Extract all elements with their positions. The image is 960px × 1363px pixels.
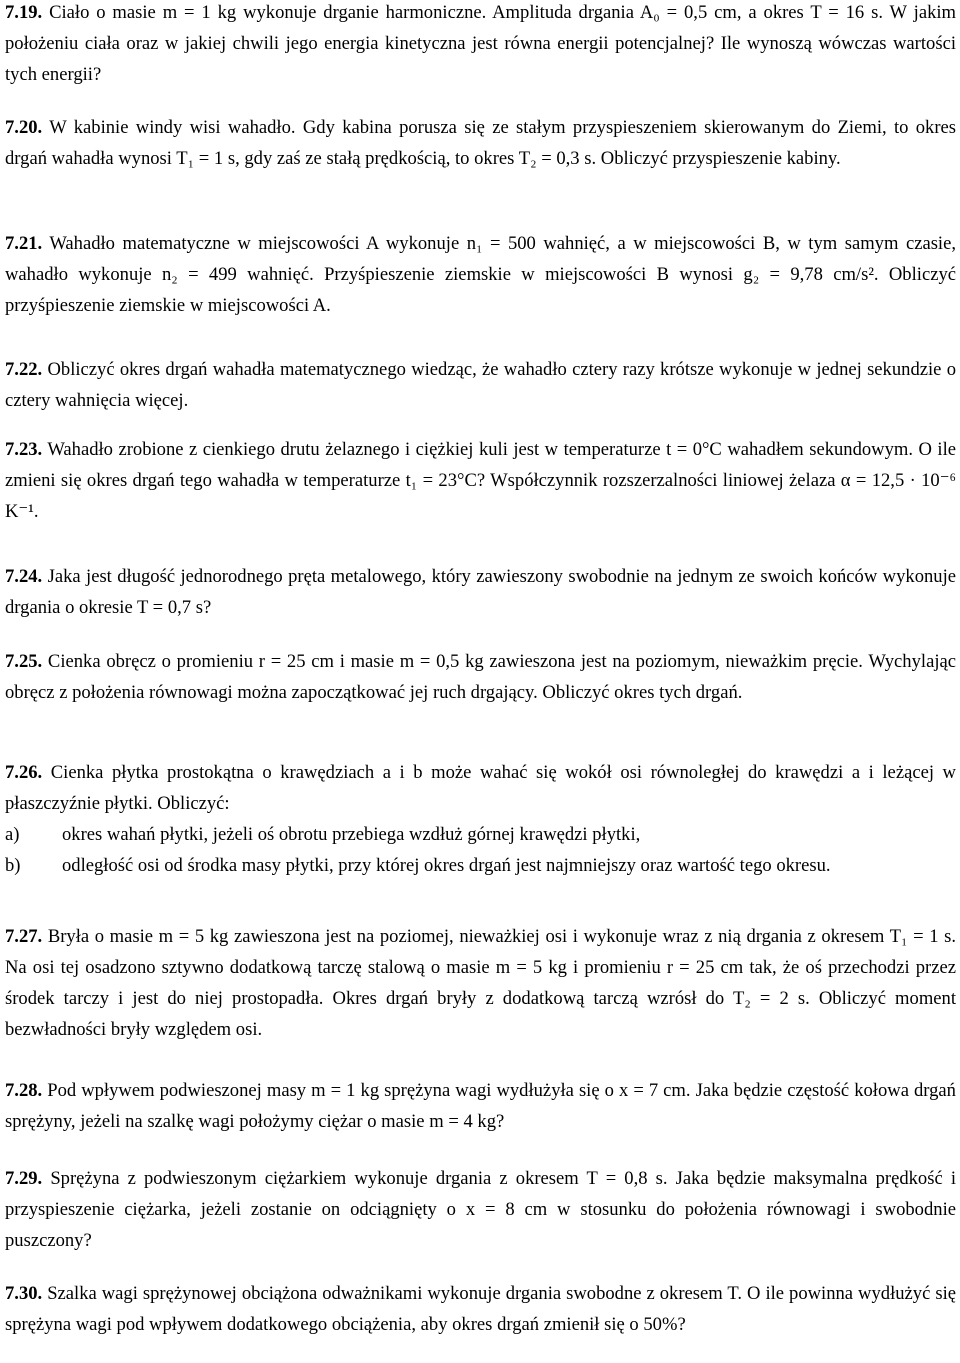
problem-7-29: [5, 1163, 956, 1256]
subitem-text: odległość osi od środka masy płytki, przy której okres drgań jest najmniejszy oraz wartość tego okresu.: [62, 855, 831, 876]
problem-text: Cienka płytka prostokątna o krawędziach a i b może wahać się wokół osi równoległej do krawędzi a i leżącej w płaszczyźnie płytki. Obliczyć:: [5, 762, 956, 814]
subitem-label: b): [5, 855, 21, 876]
problem-7-22: [5, 354, 956, 416]
problem-7-30: [5, 1278, 956, 1340]
problem-number: 7.23.: [5, 439, 43, 460]
subitem-label: a): [5, 824, 20, 845]
problem-7-24: [5, 561, 956, 623]
problem-number: 7.27.: [5, 926, 43, 947]
problem-text: Wahadło zrobione z cienkiego drutu żelaznego i ciężkiej kuli jest w temperaturze t = 0°C wahadłem sekundowym. O ile zmieni się okres drgań tego wahadła w temperaturze t₁ = 23°C? Współczynnik rozszerzalności liniowej żelaza α = 12,5 · 10⁻⁶ K⁻¹.: [5, 439, 956, 522]
problem-number: 7.21.: [5, 233, 43, 254]
problem-7-23: [5, 434, 956, 527]
problem-number: 7.28.: [5, 1080, 43, 1101]
problem-text: Sprężyna z podwieszonym ciężarkiem wykonuje drgania z okresem T = 0,8 s. Jaka będzie maksymalna prędkość i przyspieszenie ciężarka, jeżeli zostanie on odciągnięty o x = 8 cm w stosunku do położenia równowagi i swobodnie puszczony?: [5, 1168, 957, 1251]
problem-text: Bryła o masie m = 5 kg zawieszona jest na poziomej, nieważkiej osi i wykonuje wraz z nią drgania z okresem T₁ = 1 s. Na osi tej osadzono sztywno dodatkową tarczę stalową o masie m = 5 kg i promieniu r = 25 cm tak, że oś przechodzi przez środek tarczy i jest do niej prostopadła. Okres drgań bryły z dodatkową tarczą wzrósł do T₂ = 2 s. Obliczyć moment bezwładności bryły względem osi.: [5, 926, 956, 1040]
problem-7-19: [5, 0, 956, 90]
problem-number: 7.26.: [5, 762, 43, 783]
problem-number: 7.22.: [5, 359, 43, 380]
problem-text: Jaka jest długość jednorodnego pręta metalowego, który zawieszony swobodnie na jednym ze swoich końców wykonuje drgania o okresie T = 0,7 s?: [5, 566, 956, 618]
problem-number: 7.29.: [5, 1168, 43, 1189]
subitem-b: [5, 850, 956, 881]
problem-number: 7.25.: [5, 651, 43, 672]
subitem-text: okres wahań płytki, jeżeli oś obrotu przebiega wzdłuż górnej krawędzi płytki,: [62, 824, 641, 845]
problem-7-21: [5, 228, 956, 321]
problem-text: Szalka wagi sprężynowej obciążona odważnikami wykonuje drgania swobodne z okresem T. O ile powinna wydłużyć się sprężyna wagi pod wpływem dodatkowego obciążenia, aby okres drgań zmienił się o 50%?: [5, 1283, 956, 1335]
problem-number: 7.19.: [5, 2, 43, 23]
problem-text: Pod wpływem podwieszonej masy m = 1 kg sprężyna wagi wydłużyła się o x = 7 cm. Jaka będzie częstość kołowa drgań sprężyny, jeżeli na szalkę wagi położymy ciężar o masie m = 4 kg?: [5, 1080, 956, 1132]
problem-7-20: [5, 112, 956, 174]
problem-text: Obliczyć okres drgań wahadła matematycznego wiedząc, że wahadło cztery razy krótsze wykonuje w jednej sekundzie o cztery wahnięcia więcej.: [5, 359, 956, 411]
problem-number: 7.20.: [5, 117, 43, 138]
problem-text: Cienka obręcz o promieniu r = 25 cm i masie m = 0,5 kg zawieszona jest na poziomym, nieważkim pręcie. Wychylając obręcz z położenia równowagi można zapoczątkować jej ruch drgający. Obliczyć okres tych drgań.: [5, 651, 956, 703]
problem-number: 7.30.: [5, 1283, 43, 1304]
problem-7-28: [5, 1075, 956, 1137]
problem-text: Ciało o masie m = 1 kg wykonuje drganie harmoniczne. Amplituda drgania A₀ = 0,5 cm, a okres T = 16 s. W jakim położeniu ciała oraz w jakiej chwili jego energia kinetyczna jest równa energii potencjalnej? Ile wynoszą wówczas wartości tych energii?: [5, 2, 956, 85]
subitem-a: [5, 819, 956, 850]
problem-7-26: [5, 757, 956, 881]
problem-text: W kabinie windy wisi wahadło. Gdy kabina porusza się ze stałym przyspieszeniem skierowanym do Ziemi, to okres drgań wahadła wynosi T₁ = 1 s, gdy zaś ze stałą prędkością, to okres T₂ = 0,3 s. Obliczyć przyspieszenie kabiny.: [5, 117, 957, 169]
problem-number: 7.24.: [5, 566, 43, 587]
problem-7-27: [5, 921, 956, 1045]
problem-7-25: [5, 646, 956, 708]
problem-text: Wahadło matematyczne w miejscowości A wykonuje n₁ = 500 wahnięć, a w miejscowości B, w tym samym czasie, wahadło wykonuje n₂ = 499 wahnięć. Przyśpieszenie ziemskie w miejscowości B wynosi g₂ = 9,78 cm/s². Obliczyć przyśpieszenie ziemskie w miejscowości A.: [5, 233, 957, 316]
